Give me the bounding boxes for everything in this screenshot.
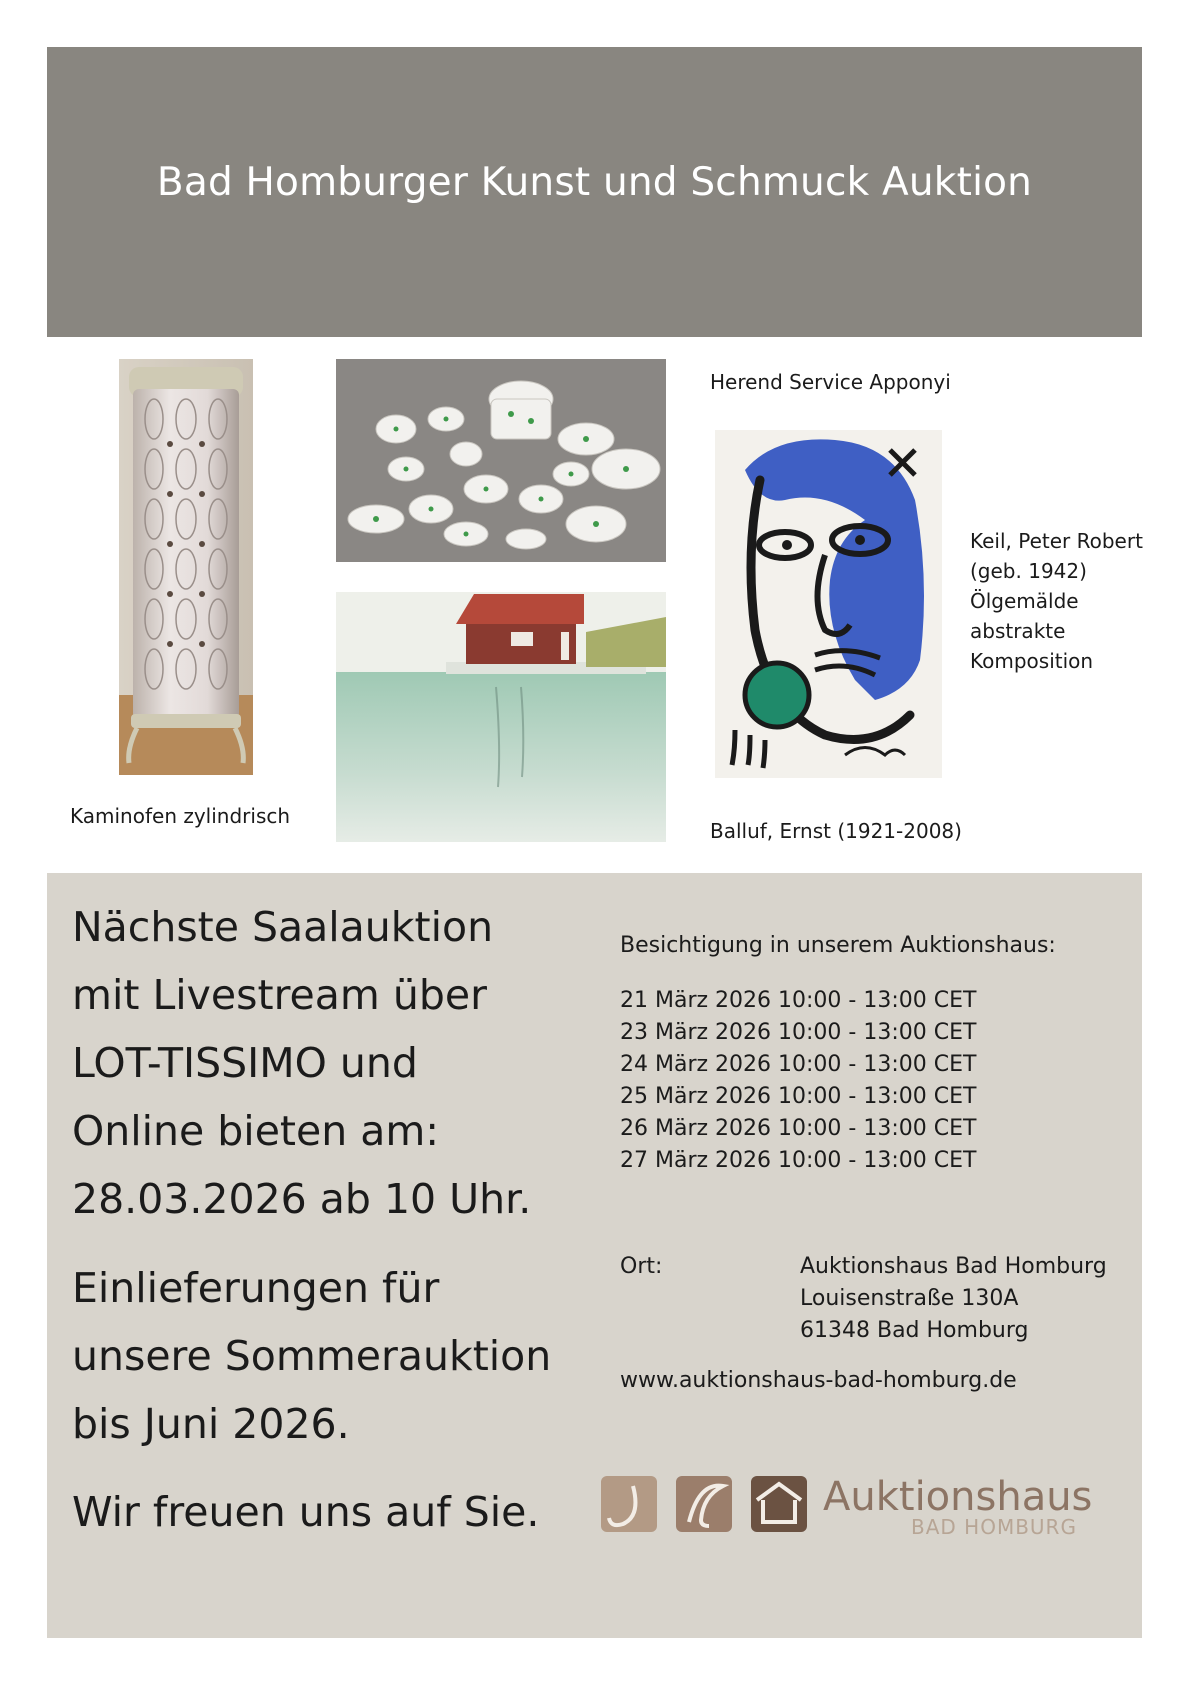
website-link[interactable]: www.auktionshaus-bad-homburg.de xyxy=(620,1368,1017,1393)
viewing-date: 26 März 2026 10:00 - 13:00 CET xyxy=(620,1116,977,1141)
location-address: Auktionshaus Bad Homburg Louisenstraße 130A 61348 Bad Homburg xyxy=(800,1254,1107,1343)
viewing-dates xyxy=(620,985,976,1177)
keil-caption: Keil, Peter Robert (geb. 1942) Ölgemälde abstrakte Komposition xyxy=(970,529,1143,673)
viewing-date: 21 März 2026 10:00 - 13:00 CET xyxy=(620,988,977,1013)
herend-caption: Herend Service Apponyi xyxy=(710,370,951,394)
viewing-heading: Besichtigung in unserem Auktionshaus: xyxy=(620,933,1056,958)
auktionshaus-logo xyxy=(601,1474,1121,1544)
keil-painting xyxy=(715,430,942,778)
consignment-notice: Einlieferungen für unsere Sommerauktion bis Juni 2026. xyxy=(72,1264,552,1448)
porcelain-photo xyxy=(336,359,666,562)
viewing-date: 25 März 2026 10:00 - 13:00 CET xyxy=(620,1084,977,1109)
stove-caption: Kaminofen zylindrisch xyxy=(70,804,291,828)
header-banner xyxy=(47,47,1142,337)
location-label: Ort: xyxy=(620,1254,663,1279)
viewing-date: 27 März 2026 10:00 - 13:00 CET xyxy=(620,1148,977,1173)
viewing-date: 24 März 2026 10:00 - 13:00 CET xyxy=(620,1052,977,1077)
auction-announcement: Nächste Saalauktion mit Livestream über LOT-TISSIMO und Online bieten am: 28.03.2026 ab 10 Uhr. xyxy=(72,903,532,1223)
viewing-date: 23 März 2026 10:00 - 13:00 CET xyxy=(620,1020,977,1045)
page-title: Bad Homburger Kunst und Schmuck Auktion xyxy=(156,159,1033,205)
balluf-caption: Balluf, Ernst (1921-2008) xyxy=(710,819,962,843)
stove-photo xyxy=(119,359,253,775)
watercolor-photo xyxy=(336,592,666,842)
logo-sub: BAD HOMBURG xyxy=(911,1515,1077,1539)
logo-name: Auktionshaus xyxy=(823,1474,1093,1520)
closing-line: Wir freuen uns auf Sie. xyxy=(72,1488,540,1536)
